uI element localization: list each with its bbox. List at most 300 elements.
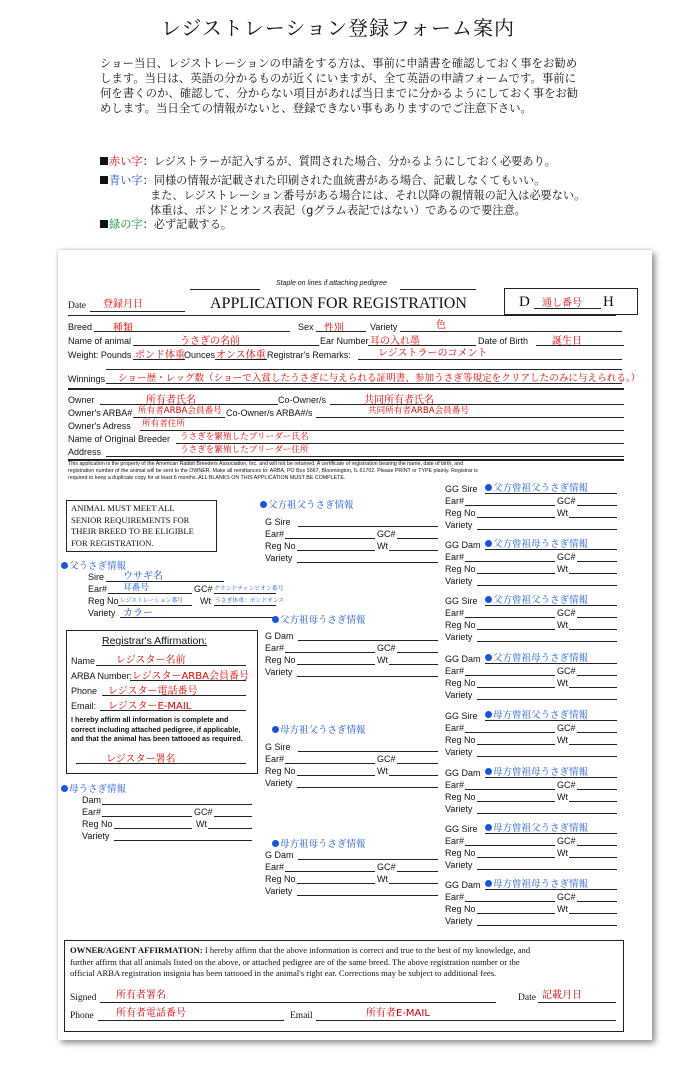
dam-line xyxy=(102,804,252,805)
ear-label: Ear# xyxy=(445,608,465,618)
registrar-phone-value: レジスター電話番号 xyxy=(108,686,198,697)
ear-label: Ear# xyxy=(445,892,465,902)
affirmation-line: I hereby affirm all information is complete and xyxy=(71,715,229,724)
field-line xyxy=(577,561,617,562)
field-line xyxy=(485,777,617,778)
wt-label: Wt xyxy=(557,848,568,858)
owner-email-line xyxy=(316,1020,616,1021)
field-line xyxy=(397,652,438,653)
wt-label: Wt xyxy=(557,678,568,688)
co-owner-label: Co-Owner/s xyxy=(278,395,327,405)
dam-wt-line xyxy=(208,828,252,829)
field-line xyxy=(569,517,617,518)
ear-number-label: Ear Number xyxy=(320,336,369,346)
gg-dam-label: GG Dam xyxy=(445,880,481,890)
signed-value: 所有者署名 xyxy=(116,990,166,1001)
note-green-label: 緑の字 xyxy=(109,218,143,231)
field-line xyxy=(297,676,438,677)
gg-heading-text: 母方曾祖父うさぎ情報 xyxy=(493,823,589,834)
registrar-name-value: レジスター名前 xyxy=(116,655,186,666)
field-line xyxy=(297,562,438,563)
owner-affirmation-line: official ARBA registration insignia has been tattooed in the animal's right ear. Corrections may be subject to additional fees. xyxy=(70,968,497,978)
mat-grandsire-heading-text: 母方祖父うさぎ情報 xyxy=(280,725,366,736)
field-line xyxy=(477,641,617,642)
registrar-signature-line xyxy=(76,763,246,764)
gg-heading xyxy=(485,764,588,778)
variety-label: Variety xyxy=(265,553,293,563)
gc-label: GC# xyxy=(557,496,576,506)
dam-regno-label: Reg No xyxy=(82,819,113,829)
owner-value: 所有者氏名 xyxy=(146,395,196,406)
field-line xyxy=(298,526,438,527)
field-line xyxy=(397,763,438,764)
gg-heading-text: 母方曾祖母うさぎ情報 xyxy=(493,879,589,890)
owner-affirmation-line xyxy=(70,945,530,957)
variety-label: Variety xyxy=(445,747,473,757)
senior-line: ANIMAL MUST MEET ALL xyxy=(71,503,175,513)
granddam-label: G Dam xyxy=(265,850,294,860)
gg-heading-text: 父方曾祖父うさぎ情報 xyxy=(493,483,589,494)
intro-line: めします。当日全ての情報がないと、登録できない事もありますのでご注意下さい。 xyxy=(100,101,532,115)
gc-label: GC# xyxy=(557,666,576,676)
registrar-affirmation-title: Registrar's Affirmation: xyxy=(102,635,208,647)
affirmation-line: correct including attached pedigree, if applicable, xyxy=(71,724,241,734)
bullet-dot-icon xyxy=(272,726,279,733)
sire-gc-line xyxy=(214,593,276,594)
variety-label: Variety xyxy=(370,322,398,332)
field-line xyxy=(397,538,438,539)
fine-print xyxy=(68,461,478,482)
address-label: Address xyxy=(68,447,102,457)
field-line xyxy=(285,652,375,653)
fine-print-line: required to keep a duplicate copy for at least 6 months. ALL BLANKS ON THIS APPLICATION MUST BE COMPLETE. xyxy=(68,475,346,481)
sire-ear-line xyxy=(108,593,192,594)
ear-label: Ear# xyxy=(265,529,285,539)
registrar-arba-label: ARBA Number: xyxy=(71,671,133,681)
variety-label: Variety xyxy=(445,576,473,586)
sire-gc-value: グランドチャンピオン番号 xyxy=(214,586,284,592)
field-line xyxy=(485,605,617,606)
field-line xyxy=(569,744,617,745)
variety-label: Variety xyxy=(445,916,473,926)
dam-ear-label: Ear# xyxy=(82,807,102,817)
dam-gc-line xyxy=(214,816,252,817)
co-owner-arba-value: 共同所有者ARBA会員番号 xyxy=(368,406,469,416)
regno-label: Reg No xyxy=(265,655,296,665)
gg-heading xyxy=(485,876,588,890)
pat-grandsire-heading-text: 父方祖父うさぎ情報 xyxy=(268,500,354,511)
gg-sire-label: GG Sire xyxy=(445,824,478,834)
remarks-line xyxy=(358,359,622,360)
field-line xyxy=(477,857,555,858)
field-line xyxy=(297,883,375,884)
gc-label: GC# xyxy=(557,552,576,562)
fine-print-line: registration number of the animal will be sent to the OWNER. Make all remittances to: ARBA, PO Box 5667, Bloomington, IL 61702. Please PRINT or TYPE plainly. Registrar is xyxy=(68,468,478,474)
wt-label: Wt xyxy=(377,541,388,551)
field-line xyxy=(477,699,617,700)
dam-variety-label: Variety xyxy=(82,831,110,841)
ear-label: Ear# xyxy=(265,754,285,764)
sire-ear-value: 耳番号 xyxy=(123,583,149,593)
registrar-affirmation-text xyxy=(71,715,243,744)
grandsire-label: G Sire xyxy=(265,517,291,527)
field-line xyxy=(569,629,617,630)
field-line xyxy=(569,687,617,688)
gg-sire-label: GG Sire xyxy=(445,711,478,721)
granddam-label: G Dam xyxy=(265,631,294,641)
registrar-phone-label: Phone xyxy=(71,686,98,696)
bullet-dot-icon xyxy=(485,824,492,831)
note-blue-text-3: 体重は、ポンドとオンス表記（gグラム表記ではない）であるので要注意。 xyxy=(150,204,526,217)
owner-arba-value: 所有者ARBA会員番号 xyxy=(138,406,222,416)
field-line xyxy=(477,744,555,745)
field-line xyxy=(298,640,438,641)
regno-label: Reg No xyxy=(445,564,476,574)
senior-line: FOR REGISTRATION. xyxy=(71,537,154,548)
note-blue xyxy=(100,174,545,188)
sire-variety-label: Variety xyxy=(88,608,116,618)
regno-label: Reg No xyxy=(265,541,296,551)
sire-label: Sire xyxy=(88,572,105,582)
bullet-dot-icon xyxy=(61,562,68,569)
note-red xyxy=(100,155,556,169)
sire-gc-label: GC# xyxy=(194,584,213,594)
field-line xyxy=(465,845,555,846)
owner-address-value: 所有者住所 xyxy=(142,419,185,429)
bullet-dot-icon xyxy=(260,501,267,508)
gc-label: GC# xyxy=(557,723,576,733)
intro-line: ショー当日、レジストレーションの申請をする方は、事前に申請書を確認しておく事をお勧め xyxy=(100,56,578,70)
winnings-label: Winnings xyxy=(68,374,106,384)
dam-heading-text: 母うさぎ情報 xyxy=(69,784,127,795)
field-line xyxy=(477,913,555,914)
animal-name-label: Name of animal xyxy=(68,336,132,346)
gc-label: GC# xyxy=(557,608,576,618)
h-label: H xyxy=(603,294,614,310)
gg-sire-label: GG Sire xyxy=(445,484,478,494)
gg-heading xyxy=(485,536,588,550)
field-line xyxy=(477,629,555,630)
field-line xyxy=(577,675,617,676)
gg-heading-text: 父方曾祖母うさぎ情報 xyxy=(493,653,589,664)
senior-line: SENIOR REQUIREMENTS FOR xyxy=(71,514,190,525)
pat-grandsire-heading xyxy=(260,497,354,511)
bullet-dot-icon xyxy=(485,880,492,887)
owner-arba-label: Owner's ARBA# xyxy=(68,408,133,418)
sign-date-line xyxy=(538,1002,616,1003)
variety-label: Variety xyxy=(445,690,473,700)
field-line xyxy=(485,889,617,890)
variety-label: Variety xyxy=(445,860,473,870)
gc-label: GC# xyxy=(377,754,396,764)
owner-phone-line xyxy=(98,1020,284,1021)
bullet-dot-icon xyxy=(485,654,492,661)
sire-wt-value: うさぎ体重：ポンドオンス xyxy=(215,598,285,604)
gg-dam-label: GG Dam xyxy=(445,654,481,664)
intro-line: 何を書くのか、確認して、分からない項目があれば当日までに分かるようにしておく事をお勧 xyxy=(100,86,579,100)
page-title: レジストレーション登録フォーム案内 xyxy=(160,16,516,40)
intro-text xyxy=(100,56,610,116)
field-line xyxy=(477,573,555,574)
field-line xyxy=(569,573,617,574)
gc-label: GC# xyxy=(377,529,396,539)
variety-value: 色 xyxy=(436,320,446,331)
sex-label: Sex xyxy=(298,322,314,332)
gg-heading xyxy=(485,650,588,664)
registrar-name-label: Name xyxy=(71,656,96,666)
variety-label: Variety xyxy=(445,804,473,814)
intro-line: します。当日は、英語の分かるものが近くにいますが、全て英語の申請フォームです。事前に xyxy=(100,71,577,85)
field-line xyxy=(285,871,375,872)
pat-granddam-heading-text: 父方祖母うさぎ情報 xyxy=(280,615,366,626)
field-line xyxy=(577,789,617,790)
co-owner-arba-label: Co-Owner/s ARBA#/s xyxy=(226,408,313,418)
breeder-label: Name of Original Breeder xyxy=(68,434,171,444)
breed-value: 種類 xyxy=(113,323,133,334)
sign-date-label: Date xyxy=(518,993,536,1003)
note-blue-label: 青い字 xyxy=(109,174,143,187)
field-line xyxy=(465,617,555,618)
staple-line xyxy=(400,289,476,290)
bullet-dot-icon xyxy=(485,711,492,718)
signed-label: Signed xyxy=(70,993,97,1003)
field-line xyxy=(569,857,617,858)
bullet-dot-icon xyxy=(485,540,492,547)
gc-label: GC# xyxy=(557,892,576,902)
d-number-value: 通し番号 xyxy=(542,298,582,309)
field-line xyxy=(477,801,555,802)
wt-label: Wt xyxy=(557,508,568,518)
field-line xyxy=(477,925,617,926)
gg-heading-text: 母方曾祖母うさぎ情報 xyxy=(493,767,589,778)
mat-granddam-heading xyxy=(272,836,366,850)
bullet-dot-icon xyxy=(485,484,492,491)
note-blue-text: ：同様の情報が記載された印刷された血統書がある場合、記載しなくてもいい。 xyxy=(142,174,546,187)
dob-label: Date of Birth xyxy=(478,336,529,346)
field-line xyxy=(389,550,438,551)
variety-label: Variety xyxy=(445,520,473,530)
sire-regno-label: Reg No xyxy=(88,596,119,606)
registrar-arba-value: レジスターARBA会員番号 xyxy=(132,671,249,682)
field-line xyxy=(485,720,617,721)
dam-heading xyxy=(61,781,126,795)
ear-label: Ear# xyxy=(445,723,465,733)
field-line xyxy=(577,845,617,846)
gg-heading-text: 母方曾祖父うさぎ情報 xyxy=(493,710,589,721)
bullet-dot-icon xyxy=(272,616,279,623)
gg-dam-label: GG Dam xyxy=(445,540,481,550)
divider xyxy=(68,388,624,390)
gg-heading-text: 父方曾祖母うさぎ情報 xyxy=(493,539,589,550)
d-number-line xyxy=(534,308,601,309)
gc-label: GC# xyxy=(377,643,396,653)
gg-heading xyxy=(485,707,588,721)
date-label: Date xyxy=(68,301,86,311)
wt-label: Wt xyxy=(557,620,568,630)
dam-variety-line xyxy=(114,840,252,841)
sire-wt-line xyxy=(214,605,276,606)
breeder-value: うさぎを繁殖したブリーダー氏名 xyxy=(180,432,309,442)
field-line xyxy=(477,529,617,530)
ear-label: Ear# xyxy=(445,780,465,790)
ounces-value: オンス体重 xyxy=(216,350,266,361)
sire-wt-label: Wt xyxy=(200,596,211,606)
note-red-text: ：レジストラーが記入するが、質問された場合、分かるようにしておく必要あり。 xyxy=(142,155,556,168)
field-line xyxy=(577,732,617,733)
ear-label: Ear# xyxy=(445,496,465,506)
note-blue-text-2: また、レジストレーション番号がある場合には、それ以降の親情報の記入は必要ない。 xyxy=(150,189,586,202)
field-line xyxy=(465,675,555,676)
gg-heading-text: 父方曾祖父うさぎ情報 xyxy=(493,595,589,606)
co-owner-arba-line xyxy=(316,417,624,418)
owner-phone-label: Phone xyxy=(70,1011,94,1021)
field-line xyxy=(477,687,555,688)
variety-label: Variety xyxy=(445,632,473,642)
field-line xyxy=(297,550,375,551)
senior-line: THEIR BREED TO BE ELIGIBLE xyxy=(71,526,194,536)
sire-heading-text: 父うさぎ情報 xyxy=(69,561,127,572)
wt-label: Wt xyxy=(377,874,388,884)
field-line xyxy=(477,869,617,870)
wt-label: Wt xyxy=(377,766,388,776)
registrar-signature-value: レジスター署名 xyxy=(106,754,176,765)
field-line xyxy=(397,871,438,872)
field-line xyxy=(477,756,617,757)
address-line xyxy=(106,456,624,457)
dam-regno-line xyxy=(114,828,192,829)
field-line xyxy=(569,801,617,802)
staple-note: Staple on lines if attaching pedigree xyxy=(276,280,387,287)
owner-affirmation-text xyxy=(70,945,530,980)
bullet-dot-icon xyxy=(485,768,492,775)
ear-label: Ear# xyxy=(445,836,465,846)
bullet-square-icon xyxy=(100,176,108,184)
gg-heading xyxy=(485,480,588,494)
dam-ear-line xyxy=(102,816,192,817)
ear-label: Ear# xyxy=(265,862,285,872)
remarks-value: レジストラーのコメント xyxy=(378,348,488,359)
regno-label: Reg No xyxy=(445,792,476,802)
date-value: 登録月日 xyxy=(103,299,143,310)
field-line xyxy=(465,505,555,506)
mat-grandsire-heading xyxy=(272,722,366,736)
field-line xyxy=(569,913,617,914)
field-line xyxy=(389,664,438,665)
sire-variety-value: カラー xyxy=(123,608,153,619)
divider xyxy=(68,315,616,316)
field-line xyxy=(389,775,438,776)
owner-affirmation-line: further affirm that all animals listed on the above, or attached pedigree are of the same breed. The above registration number or the xyxy=(70,956,520,967)
owner-email-label: Email xyxy=(290,1011,313,1021)
owner-affirmation-line-1: I hereby affirm that the above information is correct and true to the best of my knowledge, and xyxy=(204,945,531,955)
dam-label: Dam xyxy=(82,795,102,805)
ear-label: Ear# xyxy=(265,643,285,653)
owner-email-value: 所有者E-MAIL xyxy=(366,1008,430,1019)
bullet-square-icon xyxy=(100,220,108,228)
weight-label: Weight: Pounds xyxy=(68,350,132,360)
sex-value: 性別 xyxy=(324,323,344,334)
field-line xyxy=(577,901,617,902)
field-line xyxy=(577,617,617,618)
wt-label: Wt xyxy=(557,735,568,745)
gg-heading xyxy=(485,820,588,834)
dam-wt-label: Wt xyxy=(196,819,207,829)
field-line xyxy=(297,775,375,776)
wt-label: Wt xyxy=(557,792,568,802)
dob-value: 誕生日 xyxy=(552,336,582,347)
variety-label: Variety xyxy=(265,778,293,788)
field-line xyxy=(389,883,438,884)
regno-label: Reg No xyxy=(445,678,476,688)
address-value: うさぎを繁殖したブリーダー住所 xyxy=(180,445,309,455)
bullet-dot-icon xyxy=(272,840,279,847)
bullet-dot-icon xyxy=(61,785,68,792)
ear-label: Ear# xyxy=(445,666,465,676)
owner-address-label: Owner's Adress xyxy=(68,421,131,431)
bullet-dot-icon xyxy=(485,596,492,603)
sign-date-value: 記載月日 xyxy=(542,990,582,1001)
field-line xyxy=(285,763,375,764)
sire-regno-value: レジストレーション番号 xyxy=(120,598,184,604)
field-line xyxy=(465,789,555,790)
regno-label: Reg No xyxy=(265,766,296,776)
sire-value: ウサギ名 xyxy=(123,571,163,582)
application-title: APPLICATION FOR REGISTRATION xyxy=(210,295,467,312)
sire-ear-label: Ear# xyxy=(88,584,108,594)
owner-label: Owner xyxy=(68,395,95,405)
gc-label: GC# xyxy=(557,836,576,846)
field-line xyxy=(297,895,438,896)
animal-name-value: うさぎの名前 xyxy=(180,336,240,347)
field-line xyxy=(485,833,617,834)
gg-dam-label: GG Dam xyxy=(445,768,481,778)
dam-gc-label: GC# xyxy=(194,807,213,817)
ear-number-value: 耳の入れ墨 xyxy=(370,336,420,347)
registrar-email-label: Email: xyxy=(71,701,97,711)
field-line xyxy=(485,549,617,550)
field-line xyxy=(298,859,438,860)
registration-form xyxy=(58,250,652,1040)
breed-label: Breed xyxy=(68,322,93,332)
staple-line xyxy=(190,289,260,290)
mat-granddam-heading-text: 母方祖母うさぎ情報 xyxy=(280,839,366,850)
ounces-label: Ounces xyxy=(184,350,216,360)
field-line xyxy=(465,732,555,733)
signed-line xyxy=(100,1002,496,1003)
gc-label: GC# xyxy=(557,780,576,790)
co-owner-value: 共同所有者氏名 xyxy=(364,395,434,406)
senior-requirements-text xyxy=(71,503,194,549)
grandsire-label: G Sire xyxy=(265,742,291,752)
note-green xyxy=(100,218,232,232)
field-line xyxy=(477,585,617,586)
wt-label: Wt xyxy=(377,655,388,665)
variety-label: Variety xyxy=(265,886,293,896)
weight-value: ポンド体重 xyxy=(135,350,185,361)
d-label: D xyxy=(519,294,530,310)
owner-phone-value: 所有者電話番号 xyxy=(116,1008,186,1019)
field-line xyxy=(297,787,438,788)
pat-granddam-heading xyxy=(272,612,366,626)
date-field-line xyxy=(90,311,185,312)
note-green-text: ：必ず記載する。 xyxy=(142,218,233,231)
ear-label: Ear# xyxy=(445,552,465,562)
field-line xyxy=(285,538,375,539)
fine-print-line: This application is the property of the American Rabbit Breeders Association, Inc. and will not be returned. A certificate of registration bearing the name, date of birth, and xyxy=(68,461,464,467)
regno-label: Reg No xyxy=(445,848,476,858)
remarks-label: Registrar's Remarks: xyxy=(267,350,351,360)
gg-sire-label: GG Sire xyxy=(445,596,478,606)
